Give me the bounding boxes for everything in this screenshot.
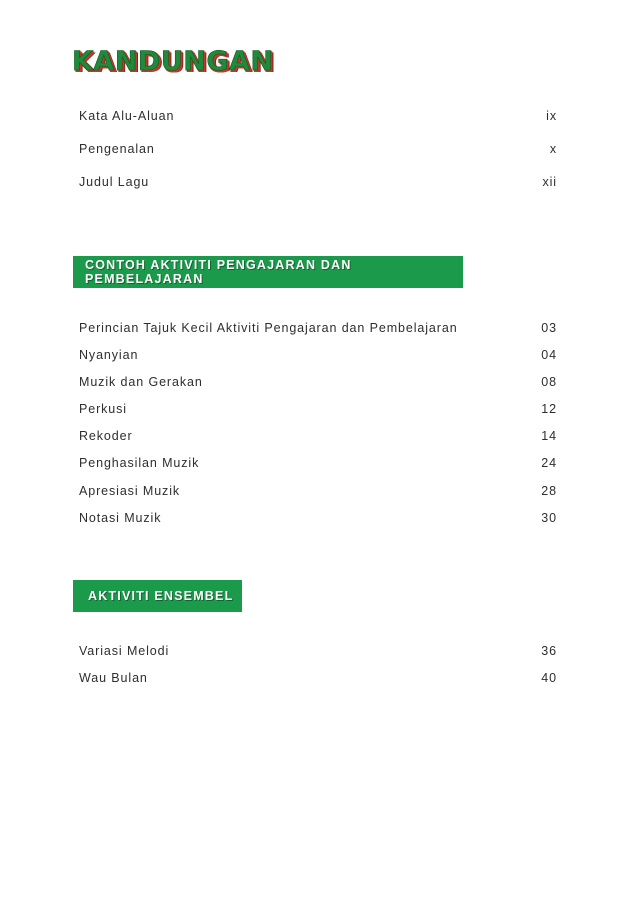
toc-item-wau-bulan[interactable] [79, 672, 557, 685]
toc-item-page: 24 [541, 456, 557, 470]
toc-item-muzik-dan-gerakan[interactable] [79, 376, 557, 389]
toc-item-pengenalan[interactable] [79, 143, 557, 156]
page-title: KANDUNGAN [72, 46, 274, 77]
toc-item-label: Wau Bulan [79, 671, 148, 685]
toc-item-notasi-muzik[interactable] [79, 512, 557, 525]
toc-item-nyanyian[interactable] [79, 349, 557, 362]
toc-item-page: 03 [541, 321, 557, 335]
toc-item-kata-alu-aluan[interactable] [79, 110, 557, 123]
toc-item-label: Perincian Tajuk Kecil Aktiviti Pengajaran dan Pembelajaran [79, 321, 458, 335]
toc-item-page: 14 [541, 429, 557, 443]
toc-item-label: Notasi Muzik [79, 511, 162, 525]
toc-item-label: Rekoder [79, 429, 133, 443]
toc-item-label: Muzik dan Gerakan [79, 375, 203, 389]
toc-item-page: x [549, 142, 557, 156]
toc-item-label: Pengenalan [79, 142, 155, 156]
section-heading-ensembel [73, 580, 242, 612]
toc-item-label: Variasi Melodi [79, 644, 170, 658]
toc-item-page: 30 [541, 511, 557, 525]
toc-item-page: xii [542, 175, 557, 189]
toc-item-label: Apresiasi Muzik [79, 484, 181, 498]
toc-item-variasi-melodi[interactable] [79, 645, 557, 658]
toc-item-page: 12 [541, 402, 557, 416]
toc-item-judul-lagu[interactable] [79, 176, 557, 189]
toc-item-page: 08 [541, 375, 557, 389]
toc-item-page: 28 [541, 484, 557, 498]
toc-item-label: Kata Alu-Aluan [79, 109, 175, 123]
section-heading-label: AKTIVITI ENSEMBEL [88, 589, 234, 603]
toc-item-rekoder[interactable] [79, 430, 557, 443]
toc-item-page: ix [546, 109, 557, 123]
toc-item-perkusi[interactable] [79, 403, 557, 416]
toc-item-page: 04 [541, 348, 557, 362]
section-heading-label: CONTOH AKTIVITI PENGAJARAN DAN PEMBELAJARAN [85, 258, 352, 286]
toc-item-page: 36 [541, 644, 557, 658]
toc-item-label: Perkusi [79, 402, 127, 416]
toc-item-label: Penghasilan Muzik [79, 456, 200, 470]
section-heading-pengajaran [73, 256, 463, 288]
toc-item-penghasilan-muzik[interactable] [79, 457, 557, 470]
toc-item-label: Judul Lagu [79, 175, 150, 189]
toc-item-label: Nyanyian [79, 348, 139, 362]
toc-item-page: 40 [541, 671, 557, 685]
toc-item-perincian[interactable] [79, 322, 557, 335]
toc-item-apresiasi-muzik[interactable] [79, 485, 557, 498]
